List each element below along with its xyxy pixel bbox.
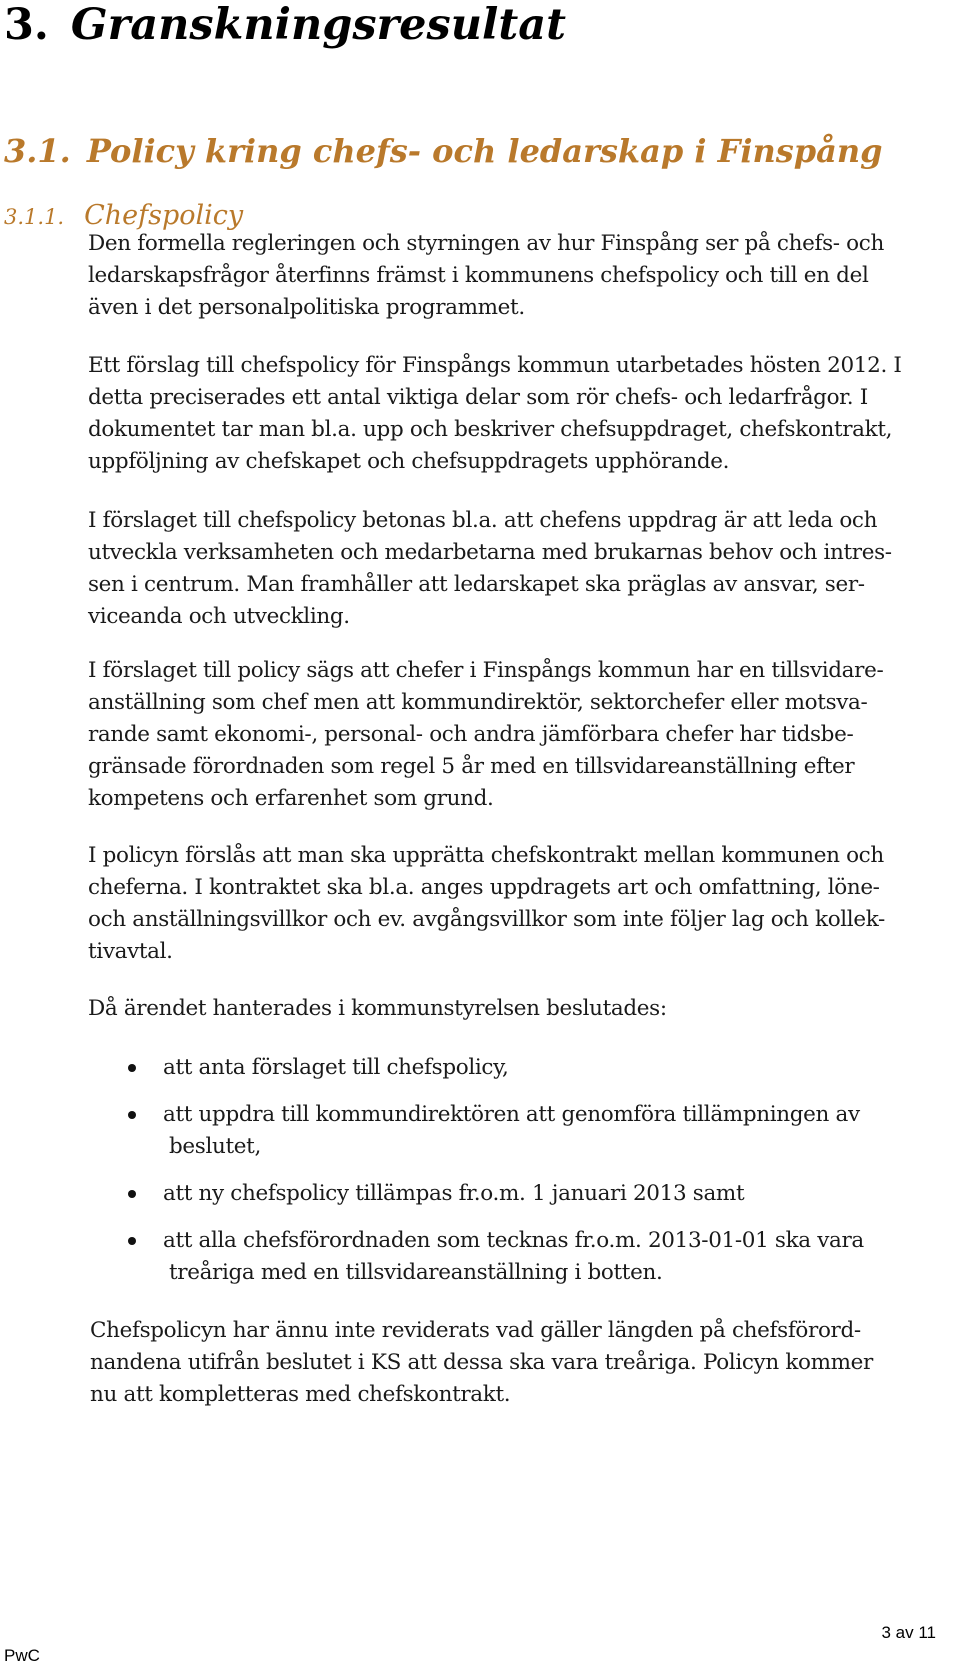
list-item <box>128 1099 928 1163</box>
heading-level1-number: 3. <box>4 0 49 50</box>
text-line: treåriga med en tillsvidareanställning i botten. <box>169 1260 663 1285</box>
text-line: nu att kompletteras med chefskontrakt. <box>90 1382 511 1407</box>
text-line: att alla chefsförordnaden som tecknas fr.o.m. 2013-01-01 ska vara <box>163 1228 864 1253</box>
heading-level1 <box>4 0 566 50</box>
list-item <box>128 1178 928 1210</box>
text-line: att ny chefspolicy tillämpas fr.o.m. 1 januari 2013 samt <box>163 1181 745 1206</box>
paragraph-1 <box>88 228 948 324</box>
text-line: beslutet, <box>169 1134 261 1159</box>
bullet-icon <box>128 1237 136 1245</box>
text-line: att anta förslaget till chefspolicy, <box>163 1055 509 1080</box>
text-line: uppföljning av chefskapet och chefsuppdragets upphörande. <box>88 449 730 474</box>
text-line: att uppdra till kommundirektören att genomföra tillämpningen av <box>163 1102 860 1127</box>
text-line: Den formella regleringen och styrningen av hur Finspång ser på chefs- och <box>88 231 884 256</box>
text-line: även i det personalpolitiska programmet. <box>88 295 525 320</box>
closing-paragraph <box>90 1315 950 1411</box>
paragraph-3 <box>88 505 948 633</box>
text-line: utveckla verksamheten och medarbetarna med brukarnas behov och intres- <box>88 540 892 565</box>
heading-level2-title: Policy kring chefs- och ledarskap i Finspång <box>86 132 883 170</box>
list-item <box>128 1225 928 1289</box>
text-line: I förslaget till policy sägs att chefer i Finspångs kommun har en tillsvidare- <box>88 658 884 683</box>
heading-level3 <box>4 200 243 231</box>
bullet-icon <box>128 1111 136 1119</box>
heading-level2-number: 3.1. <box>4 132 71 170</box>
text-line: cheferna. I kontraktet ska bl.a. anges uppdragets art och omfattning, löne- <box>88 875 880 900</box>
text-line: och anställningsvillkor och ev. avgångsvillkor som inte följer lag och kollek- <box>88 907 885 932</box>
text-line: sen i centrum. Man framhåller att ledarskapet ska präglas av ansvar, ser- <box>88 572 865 597</box>
heading-level3-number: 3.1.1. <box>4 205 65 229</box>
paragraph-5 <box>88 840 948 968</box>
page-number: 3 av 11 <box>881 1623 936 1642</box>
text-line: Då ärendet hanterades i kommunstyrelsen beslutades: <box>88 996 667 1021</box>
bullet-icon <box>128 1190 136 1198</box>
text-line: tivavtal. <box>88 939 173 964</box>
text-line: Ett förslag till chefspolicy för Finspångs kommun utarbetades hösten 2012. I <box>88 353 902 378</box>
text-line: ledarskapsfrågor återfinns främst i kommunens chefspolicy och till en del <box>88 263 869 288</box>
bullet-icon <box>128 1064 136 1072</box>
footer-brand: PwC <box>4 1646 40 1665</box>
heading-level3-title: Chefspolicy <box>84 200 244 231</box>
text-line: rande samt ekonomi-, personal- och andra jämförbara chefer har tidsbe- <box>88 722 854 747</box>
text-line: Chefspolicyn har ännu inte reviderats vad gäller längden på chefsförord- <box>90 1318 861 1343</box>
text-line: dokumentet tar man bl.a. upp och beskriver chefsuppdraget, chefskontrakt, <box>88 417 893 442</box>
heading-level2 <box>4 132 883 170</box>
text-line: nandena utifrån beslutet i KS att dessa ska vara treåriga. Policyn kommer <box>90 1350 873 1375</box>
text-line: kompetens och erfarenhet som grund. <box>88 786 494 811</box>
text-line: detta preciserades ett antal viktiga delar som rör chefs- och ledarfrågor. I <box>88 385 868 410</box>
heading-level1-title: Granskningsresultat <box>70 0 566 50</box>
text-line: gränsade förordnaden som regel 5 år med en tillsvidareanställning efter <box>88 754 855 779</box>
text-line: anställning som chef men att kommundirektör, sektorchefer eller motsva- <box>88 690 868 715</box>
list-item <box>128 1052 928 1084</box>
text-line: I förslaget till chefspolicy betonas bl.a. att chefens uppdrag är att leda och <box>88 508 878 533</box>
text-line: viceanda och utveckling. <box>88 604 350 629</box>
paragraph-6 <box>88 993 948 1025</box>
text-line: I policyn förslås att man ska upprätta chefskontrakt mellan kommunen och <box>88 843 884 868</box>
paragraph-2 <box>88 350 948 478</box>
paragraph-4 <box>88 655 948 815</box>
